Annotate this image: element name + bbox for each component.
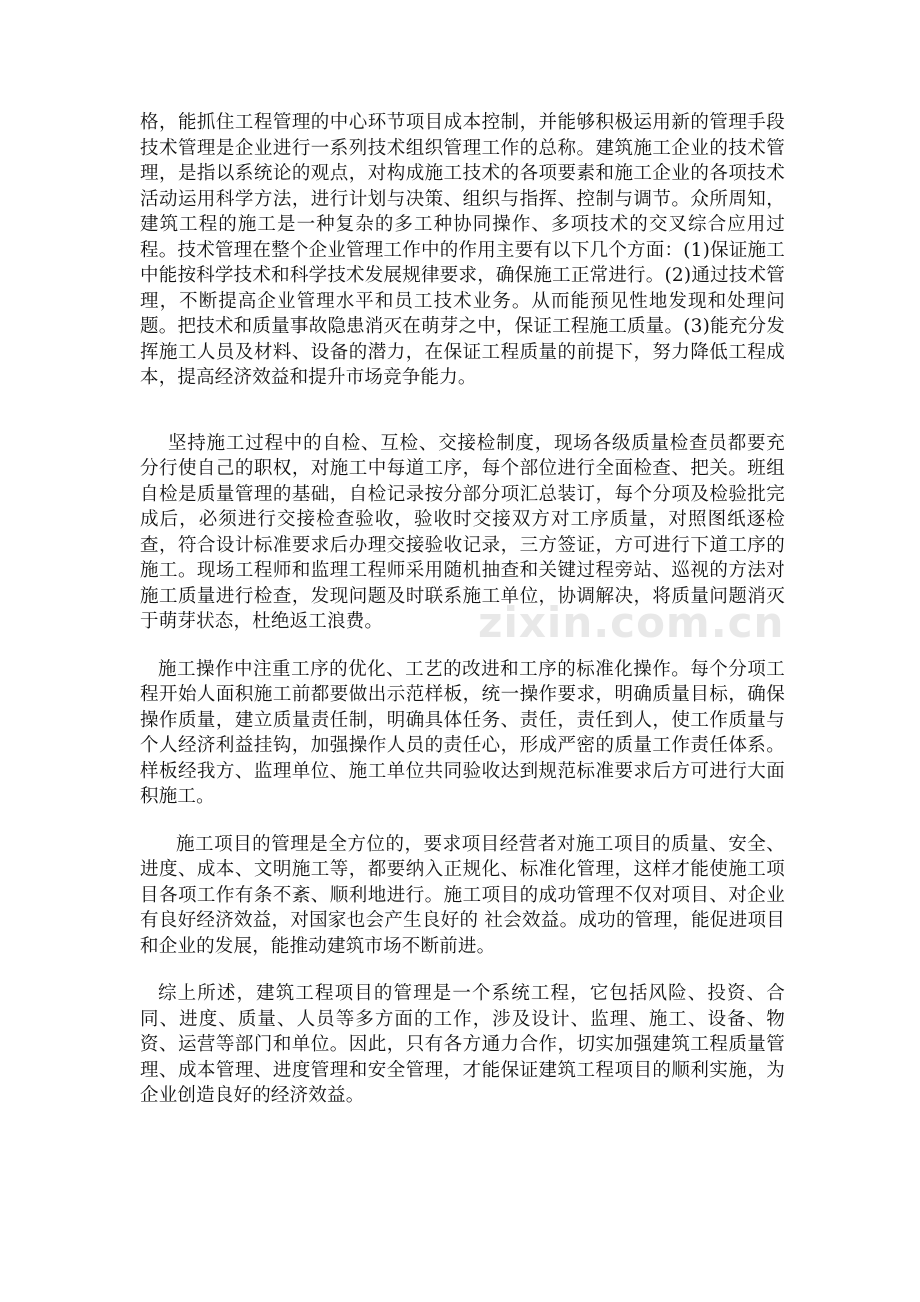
paragraph-self-inspection: 坚持施工过程中的自检、互检、交接检制度，现场各级质量检查员都要充分行使自己的职权，对施工中每道工序，每个部位进行全面检查、把关。班组自检是质量管理的基础，自检记录按分部分项汇总装订，每个分项及检验批完成后，必须进行交接检查验收，验收时交接双方对工序质量，对照图纸逐检查，符合设计标准要求后办理交接验收记录，三方签证，方可进行下道工序的施工。现场工程师和监理工程师采用随机抽查和关键过程旁站、巡视的方法对施工质量进行检查，发现问题及时联系施工单位，协调解决，将质量问题消灭于萌芽状态，杜绝返工浪费。 xyxy=(140,432,785,632)
paragraph-technical-management: 格，能抓住工程管理的中心环节项目成本控制，并能够积极运用新的管理手段技术管理是企业进行一系列技术组织管理工作的总称。建筑施工企业的技术管理，是指以系统论的观点，对构成施工技术的各项要素和施工企业的各项技术活动运用科学方法，进行计划与决策、组织与指挥、控制与调节。众所周知，建筑工程的施工是一种复杂的多工种协同操作、多项技术的交叉综合应用过程。技术管理在整个企业管理工作中的作用主要有以下几个方面：(1)保证施工中能按科学技术和科学技术发展规律要求，确保施工正常进行。(2)通过技术管理，不断提高企业管理水平和员工技术业务。从而能预见性地发现和处理问题。把技术和质量事故隐患消灭在萌芽之中，保证工程施工质量。(3)能充分发挥施工人员及材料、设备的潜力，在保证工程质量的前提下，努力降低工程成本，提高经济效益和提升市场竞争能力。 xyxy=(140,112,785,388)
paragraph-conclusion: 综上所述，建筑工程项目的管理是一个系统工程，它包括风险、投资、合同、进度、质量、人员等多方面的工作，涉及设计、监理、施工、设备、物资、运营等部门和单位。因此，只有各方通力合作，切实加强建筑工程质量管理、成本管理、进度管理和安全管理，才能保证建筑工程项目的顺利实施，为企业创造良好的经济效益。 xyxy=(140,983,785,1106)
paragraph-process-optimization: 施工操作中注重工序的优化、工艺的改进和工序的标准化操作。每个分项工程开始人面积施工前都要做出示范样板，统一操作要求，明确质量目标，确保操作质量，建立质量责任制，明确具体任务、责任，责任到人，使工作质量与个人经济利益挂钩，加强操作人员的责任心，形成严密的质量工作责任体系。样板经我方、监理单位、施工单位共同验收达到规范标准要求后方可进行大面积施工。 xyxy=(140,658,785,807)
paragraph-project-management: 施工项目的管理是全方位的，要求项目经营者对施工项目的质量、安全、进度、成本、文明施工等，都要纳入正规化、标准化管理，这样才能使施工项目各项工作有条不紊、顺利地进行。施工项目的成功管理不仅对项目、对企业有良好经济效益，对国家也会产生良好的 社会效益。成功的管理，能促进项目和企业的发展，能推动建筑市场不断前进。 xyxy=(140,833,785,957)
watermark-logo: zixin.com.cn xyxy=(478,598,785,647)
document-body xyxy=(140,110,785,1109)
